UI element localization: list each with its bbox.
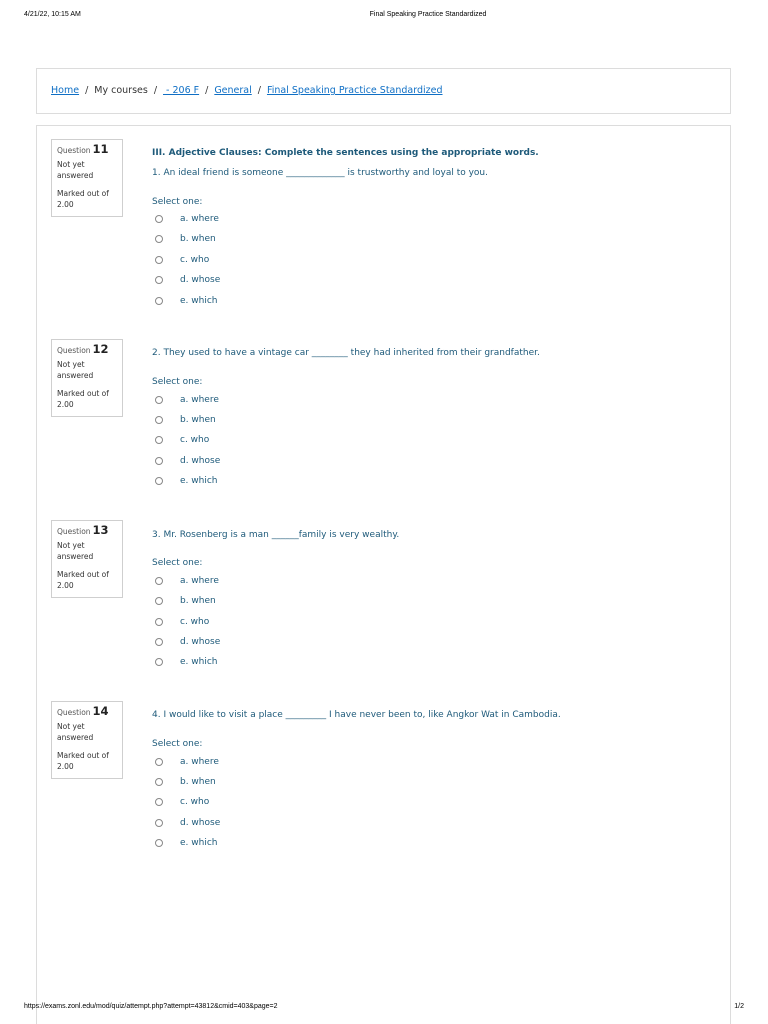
print-url: https://exams.zonl.edu/mod/quiz/attempt.php?attempt=43812&cmid=403&page=2 [24, 1003, 278, 1010]
print-page-number: 1/2 [734, 1003, 744, 1010]
breadcrumb-container [36, 68, 731, 114]
question-text: 2. They used to have a vintage car ________ they had inherited from their grandfather. [152, 348, 540, 358]
print-header [0, 11, 768, 23]
question-grade: Marked out of 2.00 [57, 389, 109, 409]
breadcrumb-home-link[interactable]: Home [51, 85, 80, 96]
radio-button[interactable] [155, 297, 163, 305]
quiz-content-region [36, 125, 731, 1024]
print-date: 4/21/22, 10:15 AM [24, 11, 81, 18]
breadcrumb-separator: / [153, 85, 158, 96]
question-grade: Marked out of 2.00 [57, 570, 109, 590]
breadcrumb-my-courses: My courses [94, 85, 148, 96]
question-state: Not yet answered [57, 541, 94, 561]
radio-button[interactable] [155, 638, 163, 646]
question-info-box [51, 701, 123, 779]
breadcrumb-course-link[interactable]: - 206 F [163, 85, 200, 96]
radio-button[interactable] [155, 798, 163, 806]
question-state: Not yet answered [57, 722, 94, 742]
radio-button[interactable] [155, 477, 163, 485]
question-state: Not yet answered [57, 160, 94, 180]
breadcrumb-general-link[interactable]: General [214, 85, 252, 96]
question-text: 3. Mr. Rosenberg is a man ______family is very wealthy. [152, 530, 400, 540]
question-number: Question 14 [57, 704, 109, 718]
select-one-label: Select one: [152, 558, 203, 568]
radio-button[interactable] [155, 457, 163, 465]
question-grade: Marked out of 2.00 [57, 189, 109, 209]
radio-button[interactable] [155, 658, 163, 666]
question-info-box [51, 520, 123, 598]
radio-button[interactable] [155, 416, 163, 424]
breadcrumb-separator: / [257, 85, 261, 96]
breadcrumb-quiz-link[interactable]: Final Speaking Practice Standardized [266, 85, 443, 96]
select-one-label: Select one: [152, 197, 203, 207]
radio-button[interactable] [155, 256, 163, 264]
radio-button[interactable] [155, 577, 163, 585]
radio-button[interactable] [155, 618, 163, 626]
question-info-box [51, 339, 123, 417]
breadcrumb-separator: / [205, 85, 209, 96]
question-text: 4. I would like to visit a place _________ I have never been to, like Angkor Wat in Cambodia. [152, 710, 561, 720]
breadcrumb [51, 85, 443, 96]
radio-button[interactable] [155, 839, 163, 847]
radio-button[interactable] [155, 235, 163, 243]
select-one-label: Select one: [152, 377, 203, 387]
radio-button[interactable] [155, 819, 163, 827]
print-title: Final Speaking Practice Standardized [369, 11, 487, 18]
breadcrumb-separator: / [85, 85, 89, 96]
radio-button[interactable] [155, 396, 163, 404]
question-state: Not yet answered [57, 360, 94, 380]
radio-button[interactable] [155, 436, 163, 444]
select-one-label: Select one: [152, 739, 203, 749]
print-footer [0, 1003, 768, 1015]
radio-button[interactable] [155, 276, 163, 284]
radio-button[interactable] [155, 778, 163, 786]
question-info-box [51, 139, 123, 217]
question-number: Question 11 [57, 142, 109, 156]
question-number: Question 13 [57, 523, 109, 537]
question-text: 1. An ideal friend is someone _____________ is trustworthy and loyal to you. [152, 168, 488, 178]
radio-button[interactable] [155, 597, 163, 605]
radio-button[interactable] [155, 215, 163, 223]
question-grade: Marked out of 2.00 [57, 751, 109, 771]
radio-button[interactable] [155, 758, 163, 766]
section-heading: III. Adjective Clauses: Complete the sentences using the appropriate words. [152, 148, 539, 158]
question-number: Question 12 [57, 342, 109, 356]
